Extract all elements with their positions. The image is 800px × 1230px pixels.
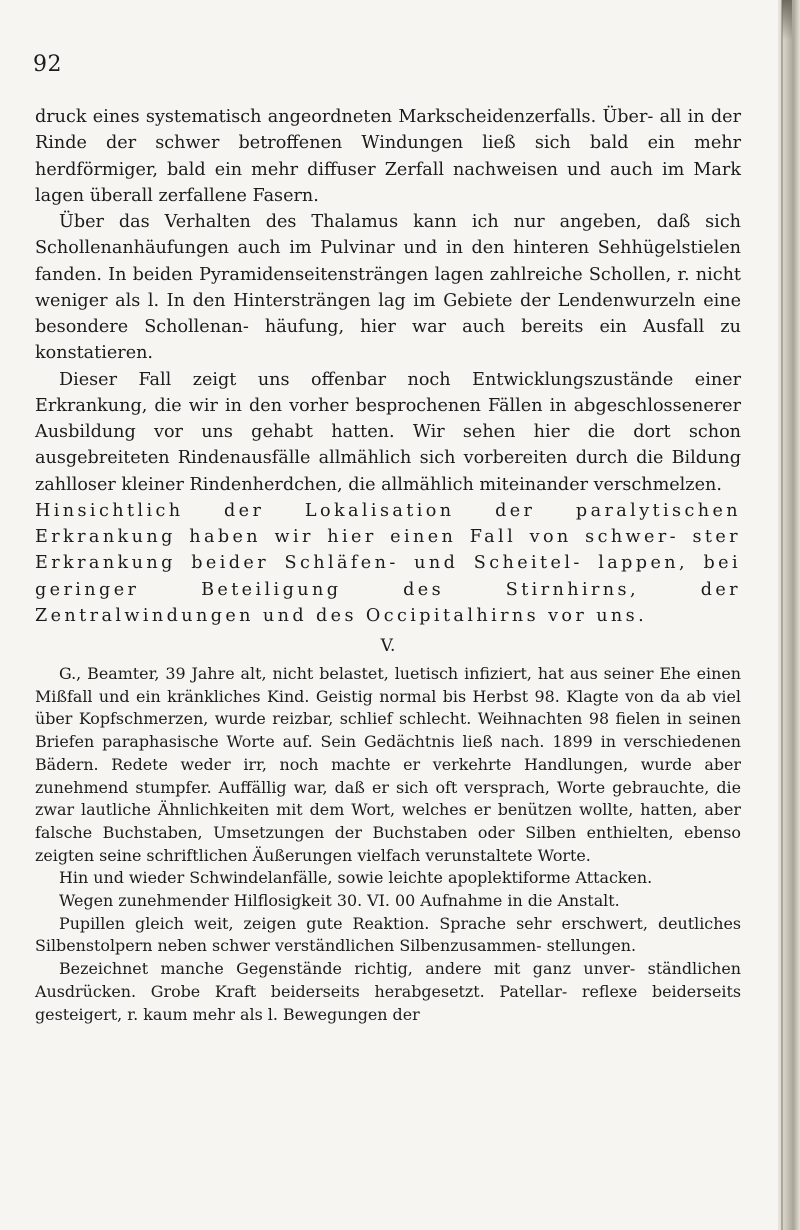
case-paragraph-5: Bezeichnet manche Gegenstände richtig, andere mit ganz unver- ständlichen Ausdrücken. Grobe Kraft beiderseits herabgesetzt. Patellar- reflexe beiderseits gesteigert, r. kaum mehr als l. Bewegungen der	[35, 959, 741, 1024]
page-corner-shadow	[782, 0, 792, 40]
case-paragraph-4: Pupillen gleich weit, zeigen gute Reaktion. Sprache sehr erschwert, deutliches Silbenstolpern neben schwer verständlichen Silbenzusammen- stellungen.	[35, 913, 741, 956]
case-paragraph-2: Hin und wieder Schwindelanfälle, sowie leichte apoplektiforme Attacken.	[59, 868, 653, 888]
page-body	[35, 104, 741, 1026]
section-heading: V.	[380, 636, 396, 656]
paragraph-3: Dieser Fall zeigt uns offenbar noch Entwicklungszustände einer Erkrankung, die wir in den vorher besprochenen Fällen in abgeschlossenerer Ausbildung vor uns gehabt hatten. Wir sehen hier die dort schon ausgebreiteten Rindenausfälle allmählich sich vorbereiten durch die Bildung zahlloser kleiner Rindenherdchen, die allmählich miteinander verschmelzen.	[35, 369, 741, 495]
page-number: 92	[33, 52, 62, 77]
case-paragraph-3: Wegen zunehmender Hilflosigkeit 30. VI. 00 Aufnahme in die Anstalt.	[59, 891, 620, 911]
paragraph-1: druck eines systematisch angeordneten Markscheidenzerfalls. Über- all in der Rinde der schwer betroffenen Windungen ließ sich bald ein mehr herdförmiger, bald ein mehr diffuser Zerfall nachweisen und auch im Mark lagen überall zerfallene Fasern.	[35, 107, 741, 206]
case-paragraph-1: G., Beamter, 39 Jahre alt, nicht belastet, luetisch infiziert, hat aus seiner Ehe einen Mißfall und ein kränkliches Kind. Geistig normal bis Herbst 98. Klagte von da ab viel über Kopfschmerzen, wurde reizbar, schlief schlecht. Weihnachten 98 fielen in seinen Briefen paraphasische Worte auf. Sein Gedächtnis ließ nach. 1899 in verschiedenen Bädern. Redete weder irr, noch machte er verkehrte Handlungen, wurde aber zunehmend stumpfer. Auffällig war, daß er sich oft versprach, Worte gebrauchte, die zwar lautliche Ähnlichkeiten mit dem Wort, welches er benützen wollte, hatten, aber falsche Buchstaben, Umsetzungen der Buchstaben oder Silben enthielten, ebenso zeigten seine schriftlichen Äußerungen vielfach verunstaltete Worte.	[35, 664, 741, 865]
page-binding-line	[781, 0, 783, 1230]
paragraph-2: Über das Verhalten des Thalamus kann ich nur angeben, daß sich Schollenanhäufungen auch im Pulvinar und in den hinteren Sehhügelstielen fanden. In beiden Pyramidenseitensträngen lagen zahlreiche Schollen, r. nicht weniger als l. In den Hintersträngen lag im Gebiete der Lendenwurzeln eine besondere Schollenan- häufung, hier war auch bereits ein Ausfall zu konstatieren.	[35, 212, 741, 364]
paragraph-spaced-localisation: Hinsichtlich der Lokalisation der paralytischen Erkrankung haben wir hier einen Fall von schwer- ster Erkrankung beider Schläfen- und Scheitel- lappen, bei geringer Beteiligung des Stirnhirns, der Zentralwindungen und des Occipitalhirns vor uns.	[35, 500, 741, 626]
